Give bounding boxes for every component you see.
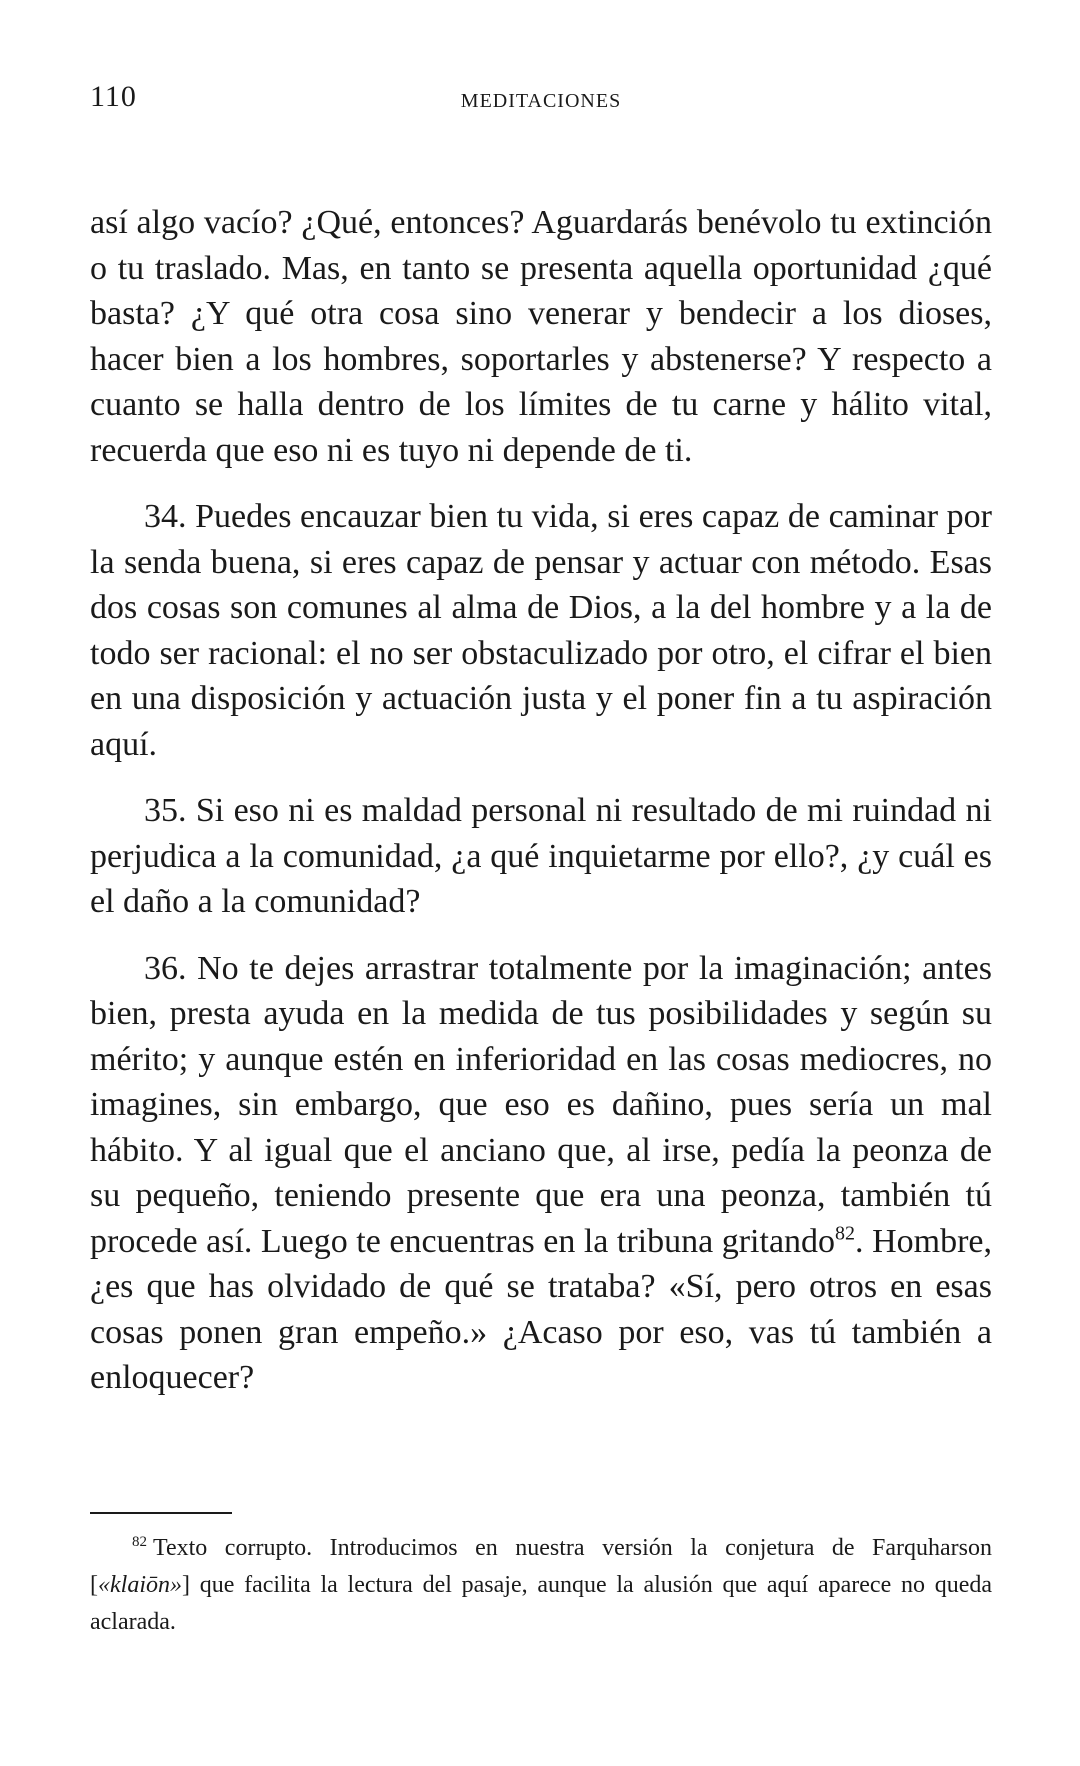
paragraph-35: 35. Si eso ni es maldad personal ni resultado de mi ruindad ni perjudica a la comunidad, ¿a qué inquietarme por ello?, ¿y cuál es el daño a la comunidad? <box>90 792 992 920</box>
footnote-reference[interactable]: 82 <box>835 1222 856 1245</box>
footnotes <box>90 1530 992 1641</box>
paragraph-36-text-b: . Hombre, ¿es que has olvidado de qué se trataba? «Sí, pero otros en esas cosas ponen gran empeño.» ¿Acaso por eso, vas tú también a enloquecer? <box>90 1222 992 1396</box>
footnote-82 <box>90 1530 992 1641</box>
footnote-italic-term: «klaiōn» <box>98 1572 182 1598</box>
footnote-text-a: Texto corrupto. Introducimos en nuestra versión la conjetura de Farquharson [ <box>90 1535 992 1598</box>
paragraph-continuation: así algo vacío? ¿Qué, entonces? Aguardarás benévolo tu extinción o tu traslado. Mas, en tanto se presenta aquella oportunidad ¿qué basta? ¿Y qué otra cosa sino venerar y bendecir a los dioses, hacer bien a los hombres, soportarles y abstenerse? Y respecto a cuanto se halla dentro de los límites de tu carne y hálito vital, recuerda que eso ni es tuyo ni depende de ti. <box>90 204 992 469</box>
paragraph-34: 34. Puedes encauzar bien tu vida, si eres capaz de caminar por la senda buena, si eres capaz de pensar y actuar con método. Esas dos cosas son comunes al alma de Dios, a la del hombre y a la de todo ser racional: el no ser obstaculizado por otro, el cifrar el bien en una disposición y actuación justa y el poner fin a tu aspiración aquí. <box>90 498 992 763</box>
footnote-text-b: ] que facilita la lectura del pasaje, aunque la alusión que aquí aparece no queda aclarada. <box>90 1572 992 1635</box>
footnote-number: 82 <box>132 1534 147 1550</box>
running-head <box>90 80 992 124</box>
footnote-divider <box>90 1512 232 1514</box>
running-title: MEDITACIONES <box>460 90 622 112</box>
body-text <box>90 200 992 1422</box>
paragraph-36-text-a: 36. No te dejes arrastrar totalmente por la imaginación; antes bien, presta ayuda en la medida de tus posibilidades y según su mérito; y aunque estén en inferioridad en las cosas mediocres, no imagines, sin embargo, que eso es dañino, pues sería un mal hábito. Y al igual que el anciano que, al irse, pedía la peonza de su pequeño, teniendo presente que era una peonza, también tú procede así. Luego te encuentras en la tribuna gritando <box>90 949 992 1260</box>
paragraph-36 <box>90 946 992 1401</box>
page-number: 110 <box>90 80 137 113</box>
